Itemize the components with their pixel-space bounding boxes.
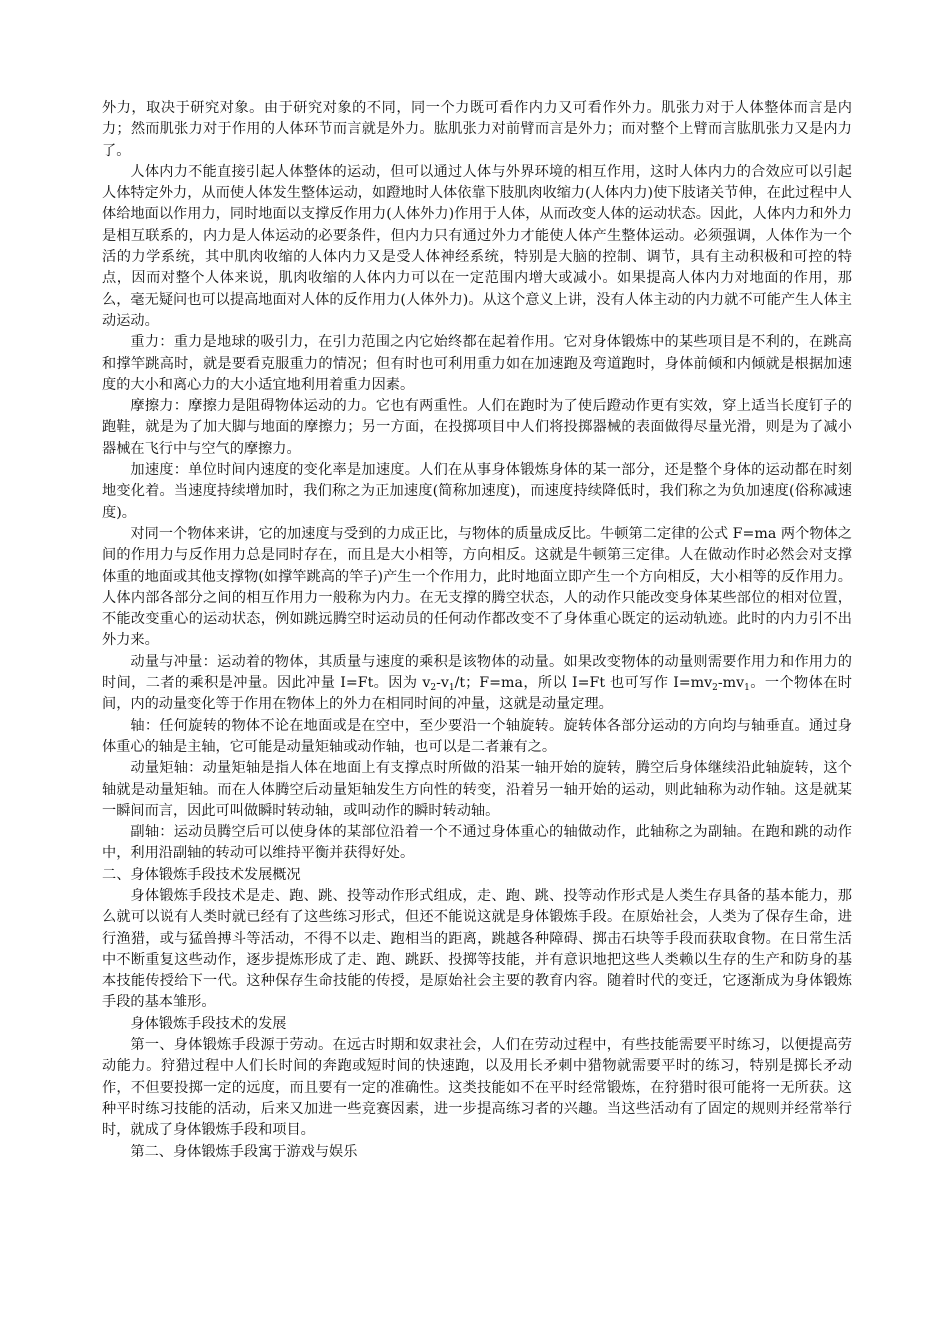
paragraph-gravity: 重力：重力是地球的吸引力，在引力范围之内它始终都在起着作用。它对身体锻炼中的某些项目是不利的，在跳高和撑竿跳高时，就是要看克服重力的情况；但有时也可利用重力如在加速跑及弯道跑时，身体前倾和内倾就是根据加速度的大小和离心力的大小适宜地利用着重力因素。 xyxy=(102,334,852,393)
paragraph-origin-of-techniques: 身体锻炼手段技术是走、跑、跳、投等动作形式组成，走、跑、跳、投等动作形式是人类生存具备的基本能力，那么就可以说有人类时就已经有了这些练习形式，但还不能说这就是身体锻炼手段。在原始社会，人类为了保存生命，进行渔猎，或与猛兽搏斗等活动，不得不以走、跑相当的距离，跳越各种障碍、掷击石块等手段而获取食物。在日常生活中不断重复这些动作，逐步提炼形成了走、跑、跳跃、投掷等技能，并有意识地把这些人类赖以生存的生产和防身的基本技能传授给下一代。这种保存生命技能的传授，是原始社会主要的教育内容。随着时代的变迁，它逐渐成为身体锻炼手段的基本雏形。 xyxy=(102,887,852,1011)
paragraph-games-and-entertainment: 第二、身体锻炼手段寓于游戏与娱乐 xyxy=(130,1143,358,1160)
paragraph-momentum-impulse: 动量与冲量：运动着的物体，其质量与速度的乘积是该物体的动量。如果改变物体的动量则需要作用力和作用力的时间，二者的乘积是冲量。因此冲量 I=Ft。因为 $v_2-v_1/t$；F=ma，所以 I=Ft 也可写作 $I=mv_2-mv_1$。一个物体在时间，内的动量变化等于作用在物体上的外力在相同时间的冲量，这就是动量定理。 xyxy=(102,653,852,713)
paragraph-axis: 轴：任何旋转的物体不论在地面或是在空中，至少要沿一个轴旋转。旋转体各部分运动的方向均与轴垂直。通过身体重心的轴是主轴，它可能是动量矩轴或动作轴，也可以是二者兼有之。 xyxy=(102,717,852,755)
paragraph-internal-external-force: 外力，取决于研究对象。由于研究对象的不同，同一个力既可看作内力又可看作外力。肌张力对于人体整体而言是内力；然而肌张力对于作用的人体环节而言就是外力。肱肌张力对前臂而言是外力；而对整个上臂而言肱肌张力又是内力了。 xyxy=(102,100,852,159)
document-page xyxy=(102,98,852,1163)
paragraph-secondary-axis: 副轴：运动员腾空后可以使身体的某部位沿着一个不通过身体重心的轴做动作，此轴称之为副轴。在跑和跳的动作中，利用沿副轴的转动可以维持平衡并获得好处。 xyxy=(102,824,852,862)
paragraph-acceleration: 加速度：单位时间内速度的变化率是加速度。人们在从事身体锻炼身体的某一部分，还是整个身体的运动都在时刻地变化着。当速度持续增加时，我们称之为正加速度(简称加速度)，而速度持续降低时，我们称之为负加速度(俗称减速度)。 xyxy=(102,462,852,521)
paragraph-momentum-axis: 动量矩轴：动量矩轴是指人体在地面上有支撑点时所做的沿某一轴开始的旋转，腾空后身体继续沿此轴旋转，这个轴就是动量矩轴。而在人体腾空后动量矩轴发生方向性的转变，沿着另一轴开始的运动，则此轴称为动作轴。这是就某一瞬间而言，因此可叫做瞬时转动轴，或叫动作的瞬时转动轴。 xyxy=(102,760,852,819)
paragraph-internal-force: 人体内力不能直接引起人体整体的运动，但可以通过人体与外界环境的相互作用，这时人体内力的合效应可以引起人体特定外力，从而使人体发生整体运动，如蹬地时人体依靠下肢肌肉收缩力(人体内力)使下肢诸关节伸，在此过程中人体给地面以作用力，同时地面以支撑反作用力(人体外力)作用于人体，从而改变人体的运动状态。因此，人体内力和外力是相互联系的，内力是人体运动的必要条件，但内力只有通过外力才能使人体产生整体运动。必须强调，人体作为一个活的力学系统，其中肌肉收缩的人体内力又是受人体神经系统，特别是大脑的控制、调节，具有主动积极和可控的特点，因而对整个人体来说，肌肉收缩的人体内力可以在一定范围内增大或减小。如果提高人体内力对地面的作用，那么，毫无疑问也可以提高地面对人体的反作用力(人体外力)。从这个意义上讲，没有人体主动的内力就不可能产生人体主动运动。 xyxy=(102,163,852,329)
section-heading-development-overview: 二、身体锻炼手段技术发展概况 xyxy=(102,866,301,883)
subheading-technique-development: 身体锻炼手段技术的发展 xyxy=(130,1015,287,1032)
paragraph-originates-from-labor: 第一、身体锻炼手段源于劳动。在远古时期和奴隶社会，人们在劳动过程中，有些技能需要平时练习，以便提高劳动能力。狩猎过程中人们长时间的奔跑或短时间的快速跑，以及用长矛刺中猎物就需要平时的练习，特别是掷长矛动作，不但要投掷一定的远度，而且要有一定的准确性。这类技能如不在平时经常锻炼，在狩猎时很可能将一无所获。这种平时练习技能的活动，后来又加进一些竞赛因素，进一步提高练习者的兴趣。当这些活动有了固定的规则并经常举行时，就成了身体锻炼手段和项目。 xyxy=(102,1037,852,1139)
paragraph-friction: 摩擦力：摩擦力是阻碍物体运动的力。它也有两重性。人们在跑时为了使后蹬动作更有实效，穿上适当长度钉子的跑鞋，就是为了加大脚与地面的摩擦力；另一方面，在投掷项目中人们将投掷器械的表面做得尽量光滑，则是为了减小器械在飞行中与空气的摩擦力。 xyxy=(102,398,852,457)
paragraph-newton-laws: 对同一个物体来讲，它的加速度与受到的力成正比，与物体的质量成反比。牛顿第二定律的公式 F=ma 两个物体之间的作用力与反作用力总是同时存在，而且是大小相等，方向相反。这就是牛顿第三定律。人在做动作时必然会对支撑体重的地面或其他支撑物(如撑竿跳高的竿子)产生一个作用力，此时地面立即产生一个方向相反，大小相等的反作用力。人体内部各部分之间的相互作用力一般称为内力。在无支撑的腾空状态，人的动作只能改变身体某些部位的相对位置，不能改变重心的运动状态，例如跳远腾空时运动员的任何动作都改变不了身体重心既定的运动轨迹。此时的内力引不出外力来。 xyxy=(102,525,852,649)
